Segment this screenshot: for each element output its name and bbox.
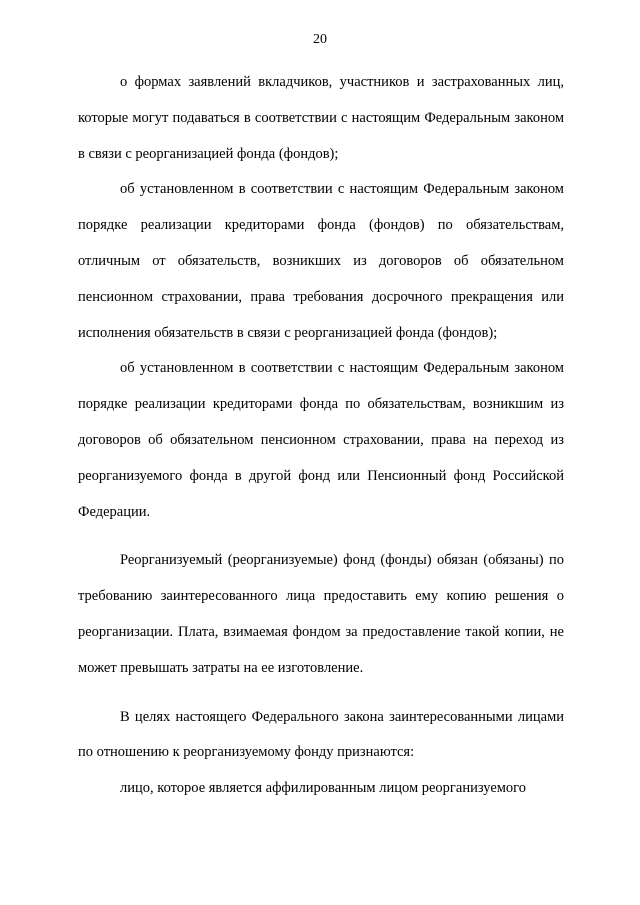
paragraph-copy-of-decision: Реорганизуемый (реорганизуемые) фонд (фонды) обязан (обязаны) по требованию заинтересованного лица предоставить ему копию решения о реорганизации. Плата, взимаемая фондом за предоставление такой копии, не может превышать затраты на ее изготовление.: [78, 552, 564, 676]
page-number: 20: [313, 32, 327, 47]
paragraph-creditors-order-general: об установленном в соответствии с настоящим Федеральным законом порядке реализации кредиторами фонда (фондов) по обязательствам, отличным от обязательств, возникших из договоров об обязательном пенсионном страховании, права требования досрочного прекращения или исполнения обязательств в связи с реорганизацией фонда (фондов);: [78, 181, 564, 341]
paragraph-affiliated-person: лицо, которое является аффилированным лицом реорганизуемого: [120, 780, 527, 797]
document-body: [78, 65, 564, 807]
paragraph-interested-persons: В целях настоящего Федерального закона заинтересованными лицами по отношению к реорганизуемому фонду признаются:: [78, 708, 564, 761]
paragraph-creditors-order-pension: об установленном в соответствии с настоящим Федеральным законом порядке реализации кредиторами фонда по обязательствам, возникшим из договоров об обязательном пенсионном страховании, права на переход из реорганизуемого фонда в другой фонд или Пенсионный фонд Российской Федерации.: [78, 360, 564, 520]
paragraph-forms-of-applications: о формах заявлений вкладчиков, участников и застрахованных лиц, которые могут подаваться в соответствии с настоящим Федеральным законом в связи с реорганизацией фонда (фондов);: [78, 74, 564, 162]
